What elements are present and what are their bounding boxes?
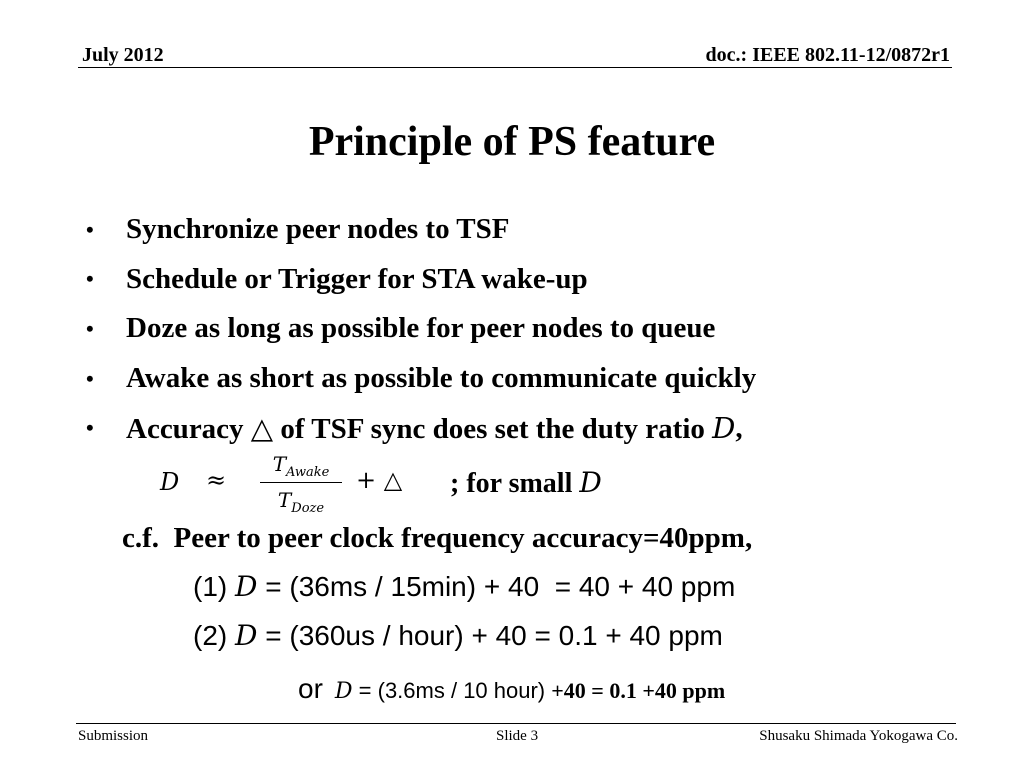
formula-lhs: D [160,468,180,496]
equation-3: or D = (3.6ms / 10 hour) +40 = 0.1 +40 ppm [298,673,726,704]
bullet-text: Accuracy △ of TSF sync does set the duty ratio [126,412,713,445]
bullet-item [86,304,756,354]
bullet-text: Doze as long as possible for peer nodes to queue [126,312,716,345]
header-divider [78,67,952,68]
bullet-marker: • [86,415,94,441]
fraction-bar [260,482,342,483]
equation-2: (2) D = (360us / hour) + 40 = 0.1 + 40 ppm [193,619,723,652]
cf-line: c.f. Peer to peer clock frequency accuracy=40ppm, [122,522,753,554]
formula-approx: ≈ [206,466,227,494]
formula-denominator: $T_{Doze}$ [277,488,325,516]
equation-1: (1) D = (36ms / 15min) + 40 = 40 + 40 ppm [193,570,736,603]
footer-slide-number: Slide 3 [496,728,539,744]
duty-ratio-var: D [712,411,736,446]
formula-numerator: $T_{Awake}$ [272,452,330,480]
footer-divider [76,723,956,724]
bullet-marker: • [86,266,94,292]
footer-author: Shusaku Shimada Yokogawa Co. [759,728,958,744]
bullet-text: Synchronize peer nodes to TSF [126,213,510,246]
formula-plus-accuracy: + △ [356,466,403,494]
bullet-item [86,205,756,255]
formula-note: ; for small D [450,466,602,499]
slide-title: Principle of PS feature [308,119,716,165]
header-doc-id: doc.: IEEE 802.11-12/0872r1 [705,44,950,66]
bullet-list [86,205,756,453]
bullet-marker: • [86,216,94,242]
bullet-item [86,255,756,305]
bullet-item [86,403,756,453]
bullet-text: Awake as short as possible to communicate quickly [126,362,757,395]
bullet-marker: • [86,315,94,341]
footer-submission: Submission [78,728,149,744]
bullet-text: Schedule or Trigger for STA wake-up [126,262,588,295]
header-date: July 2012 [82,44,164,66]
bullet-suffix: , [735,411,743,444]
bullet-marker: • [86,365,94,391]
bullet-item [86,354,756,404]
